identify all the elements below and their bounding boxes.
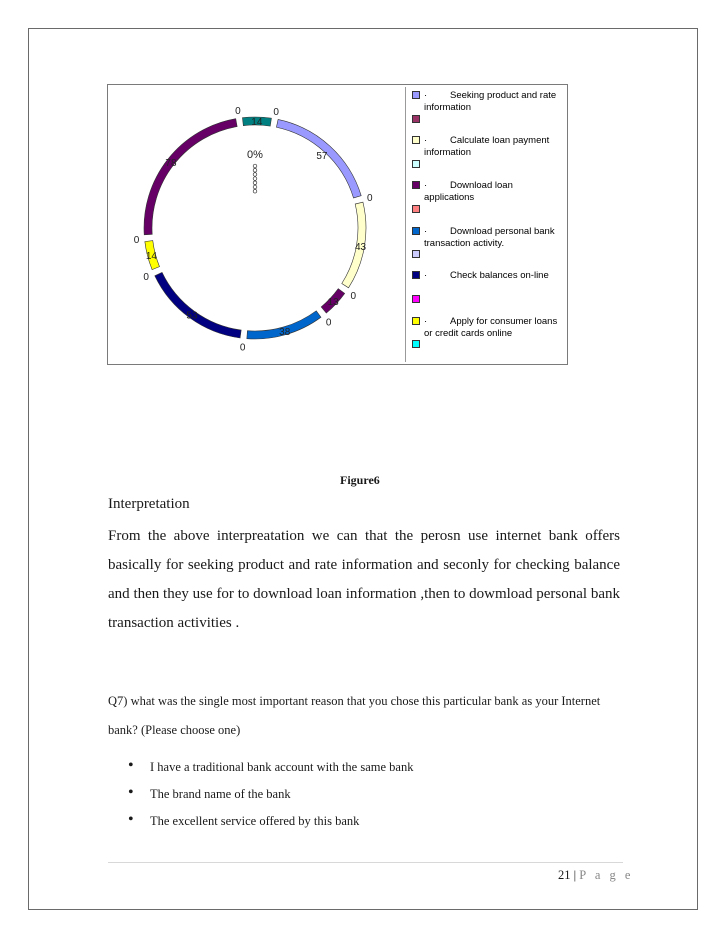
legend-bullet: · (424, 90, 428, 101)
legend-bullet: · (424, 270, 428, 281)
page-number-value: 21 (558, 868, 571, 882)
legend-swatch (412, 227, 420, 235)
slice-value-label: 38 (279, 326, 291, 338)
center-percent-label: 0% (247, 149, 263, 161)
legend-swatch (412, 136, 420, 144)
zero-value-label: 0 (235, 106, 241, 118)
page-number (558, 868, 633, 883)
legend-label-text: Seeking product and rate information (424, 90, 557, 113)
zero-value-label: 0 (325, 317, 332, 329)
zero-value-label: 0 (367, 192, 373, 204)
legend-label-text: Download personal bank transaction activity. (424, 226, 555, 249)
legend-label (424, 180, 562, 204)
page-label: P a g e (579, 868, 634, 882)
legend-swatch (412, 317, 420, 325)
donut-slice (144, 119, 237, 235)
zero-value-label: 0 (239, 342, 246, 354)
legend-swatch (412, 295, 420, 303)
option-item: • The excellent service offered by this bank (128, 814, 413, 841)
slice-value-label: 43 (354, 241, 367, 253)
center-marker (253, 185, 257, 189)
legend-swatch (412, 181, 420, 189)
question-q7: Q7) what was the single most important reason that you chose this particular bank as your Internet bank? (Please choose one) (108, 694, 601, 737)
legend-label (424, 270, 562, 282)
center-marker (253, 181, 257, 185)
figure-caption: Figure6 (340, 473, 380, 487)
interpretation-heading: Interpretation (108, 496, 190, 512)
slice-value-label: 57 (316, 151, 328, 163)
center-marker (253, 168, 257, 172)
slice-value-label: 53 (186, 310, 198, 322)
donut-slice (155, 272, 241, 338)
slice-value-label: 14 (145, 250, 157, 262)
slice-value-label: 13 (327, 297, 339, 309)
legend-label-text: Download loan applications (424, 180, 513, 203)
legend-swatch (412, 340, 420, 348)
center-marker (253, 164, 257, 168)
page-separator: | (573, 868, 577, 882)
legend-label (424, 135, 562, 159)
legend-label-text: Check balances on-line (450, 270, 549, 281)
interpretation-text: From the above interpreatation we can that the perosn use internet bank offers basically for seeking product and rate information and seconly for checking balance and then they use for to download loan information ,then to dowmload personal bank transaction activities . (108, 528, 620, 631)
answer-options (128, 760, 413, 841)
slice-value-label: 14 (251, 117, 263, 129)
option-item: • I have a traditional bank account with the same bank (128, 760, 413, 787)
footer-divider (108, 862, 623, 863)
legend-swatch (412, 91, 420, 99)
legend-label-text: Apply for consumer loans or credit cards online (424, 316, 558, 339)
legend-label-text: Calculate loan payment information (424, 135, 550, 158)
center-marker (253, 189, 257, 193)
zero-value-label: 0 (350, 291, 357, 303)
legend-bullet: · (424, 180, 428, 191)
zero-value-label: 0 (143, 271, 149, 283)
chart-legend (405, 87, 563, 362)
center-marker (253, 173, 257, 177)
legend-swatch (412, 250, 420, 258)
legend-bullet: · (424, 316, 428, 327)
option-item: • The brand name of the bank (128, 787, 413, 814)
legend-swatch (412, 205, 420, 213)
center-marker (253, 177, 257, 181)
slice-value-label: 78 (165, 157, 177, 169)
legend-swatch (412, 115, 420, 123)
zero-value-label: 0 (133, 234, 140, 246)
legend-bullet: · (424, 226, 428, 237)
legend-bullet: · (424, 135, 428, 146)
legend-label (424, 316, 562, 340)
legend-label (424, 226, 562, 250)
legend-label (424, 90, 562, 114)
legend-swatch (412, 160, 420, 168)
zero-value-label: 0 (273, 106, 279, 118)
legend-swatch (412, 271, 420, 279)
